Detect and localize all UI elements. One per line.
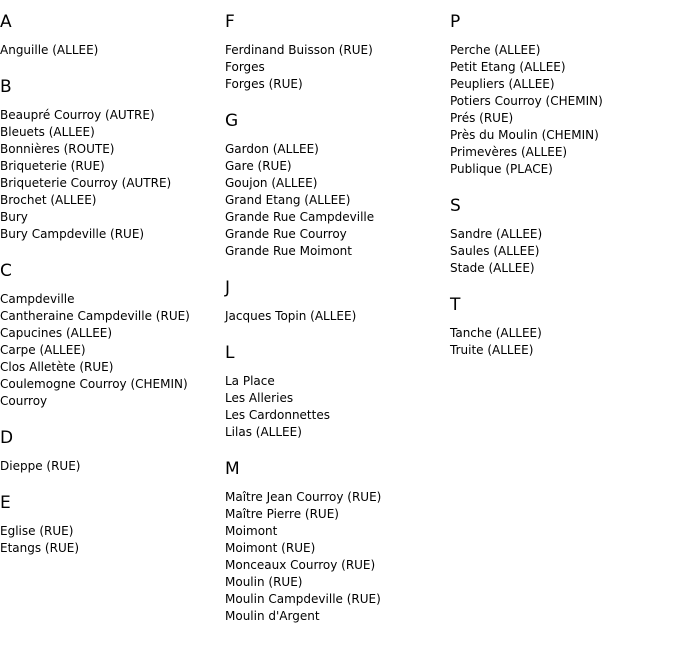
letter-heading: S — [450, 196, 461, 216]
letter-group — [0, 428, 225, 475]
street-link[interactable]: Moulin (RUE) — [225, 575, 303, 589]
street-link[interactable]: Bury — [0, 210, 28, 224]
letter-heading: P — [450, 12, 461, 32]
street-link[interactable]: Maître Pierre (RUE) — [225, 507, 339, 521]
letter-group — [225, 343, 450, 441]
street-link[interactable]: Sandre (ALLEE) — [450, 227, 543, 241]
letter-group — [225, 111, 450, 260]
street-link[interactable]: Primevères (ALLEE) — [450, 145, 568, 159]
street-index-column-3 — [450, 12, 675, 359]
street-link[interactable]: Etangs (RUE) — [0, 541, 79, 555]
street-link[interactable]: Lilas (ALLEE) — [225, 425, 302, 439]
letter-group — [225, 12, 450, 93]
street-link[interactable]: Forges (RUE) — [225, 77, 303, 91]
street-link[interactable]: Moulin d'Argent — [225, 609, 320, 623]
street-link[interactable]: Eglise (RUE) — [0, 524, 74, 538]
letter-heading: B — [0, 77, 12, 97]
letter-group — [225, 278, 450, 325]
letter-group — [0, 493, 225, 557]
letter-group — [0, 261, 225, 410]
letter-heading: D — [0, 428, 14, 448]
street-link[interactable]: Bleuets (ALLEE) — [0, 125, 95, 139]
street-link[interactable]: Grande Rue Campdeville — [225, 210, 375, 224]
street-link[interactable]: Dieppe (RUE) — [0, 459, 81, 473]
street-link[interactable]: Beaupré Courroy (AUTRE) — [0, 108, 155, 122]
street-link[interactable]: Bonnières (ROUTE) — [0, 142, 115, 156]
street-link[interactable]: Bury Campdeville (RUE) — [0, 227, 145, 241]
street-link[interactable]: Cantheraine Campdeville (RUE) — [0, 309, 190, 323]
street-link[interactable]: Les Cardonnettes — [225, 408, 330, 422]
letter-heading: J — [225, 278, 231, 298]
letter-heading: C — [0, 261, 12, 281]
street-link[interactable]: Coulemogne Courroy (CHEMIN) — [0, 377, 188, 391]
street-link[interactable]: Monceaux Courroy (RUE) — [225, 558, 376, 572]
street-link[interactable]: Carpe (ALLEE) — [0, 343, 86, 357]
letter-heading: F — [225, 12, 235, 32]
street-link[interactable]: Stade (ALLEE) — [450, 261, 535, 275]
street-link[interactable]: Brochet (ALLEE) — [0, 193, 97, 207]
street-link[interactable]: Peupliers (ALLEE) — [450, 77, 555, 91]
letter-group — [450, 196, 675, 277]
street-link[interactable]: Jacques Topin (ALLEE) — [225, 309, 357, 323]
street-link[interactable]: Anguille (ALLEE) — [0, 43, 99, 57]
street-link[interactable]: Publique (PLACE) — [450, 162, 553, 176]
street-link[interactable]: Grande Rue Courroy — [225, 227, 347, 241]
street-link[interactable]: Maître Jean Courroy (RUE) — [225, 490, 382, 504]
street-index-column-2 — [225, 12, 450, 625]
street-link[interactable]: Goujon (ALLEE) — [225, 176, 318, 190]
street-link[interactable]: Courroy — [0, 394, 48, 408]
letter-heading: T — [450, 295, 461, 315]
letter-group — [225, 459, 450, 625]
street-link[interactable]: Petit Etang (ALLEE) — [450, 60, 566, 74]
street-link[interactable]: Truite (ALLEE) — [450, 343, 534, 357]
street-link[interactable]: La Place — [225, 374, 275, 388]
letter-heading: M — [225, 459, 240, 479]
street-link[interactable]: Tanche (ALLEE) — [450, 326, 542, 340]
street-link[interactable]: Clos Alletète (RUE) — [0, 360, 114, 374]
street-link[interactable]: Perche (ALLEE) — [450, 43, 541, 57]
letter-heading: E — [0, 493, 11, 513]
street-link[interactable]: Forges — [225, 60, 265, 74]
street-link[interactable]: Près du Moulin (CHEMIN) — [450, 128, 599, 142]
street-link[interactable]: Prés (RUE) — [450, 111, 514, 125]
street-link[interactable]: Moimont — [225, 524, 278, 538]
street-link[interactable]: Gardon (ALLEE) — [225, 142, 319, 156]
letter-group — [450, 295, 675, 359]
letter-heading: G — [225, 111, 239, 131]
letter-group — [0, 12, 225, 59]
street-index-column-1 — [0, 12, 225, 557]
street-link[interactable]: Les Alleries — [225, 391, 294, 405]
street-link[interactable]: Moulin Campdeville (RUE) — [225, 592, 381, 606]
street-link[interactable]: Campdeville — [0, 292, 75, 306]
street-link[interactable]: Grand Etang (ALLEE) — [225, 193, 351, 207]
street-link[interactable]: Saules (ALLEE) — [450, 244, 540, 258]
letter-group — [450, 12, 675, 178]
street-link[interactable]: Gare (RUE) — [225, 159, 292, 173]
letter-heading: L — [225, 343, 235, 363]
street-link[interactable]: Potiers Courroy (CHEMIN) — [450, 94, 603, 108]
street-link[interactable]: Capucines (ALLEE) — [0, 326, 113, 340]
street-link[interactable]: Moimont (RUE) — [225, 541, 316, 555]
letter-group — [0, 77, 225, 243]
street-link[interactable]: Briqueterie (RUE) — [0, 159, 105, 173]
street-link[interactable]: Ferdinand Buisson (RUE) — [225, 43, 373, 57]
street-link[interactable]: Briqueterie Courroy (AUTRE) — [0, 176, 172, 190]
street-link[interactable]: Grande Rue Moimont — [225, 244, 352, 258]
letter-heading: A — [0, 12, 12, 32]
